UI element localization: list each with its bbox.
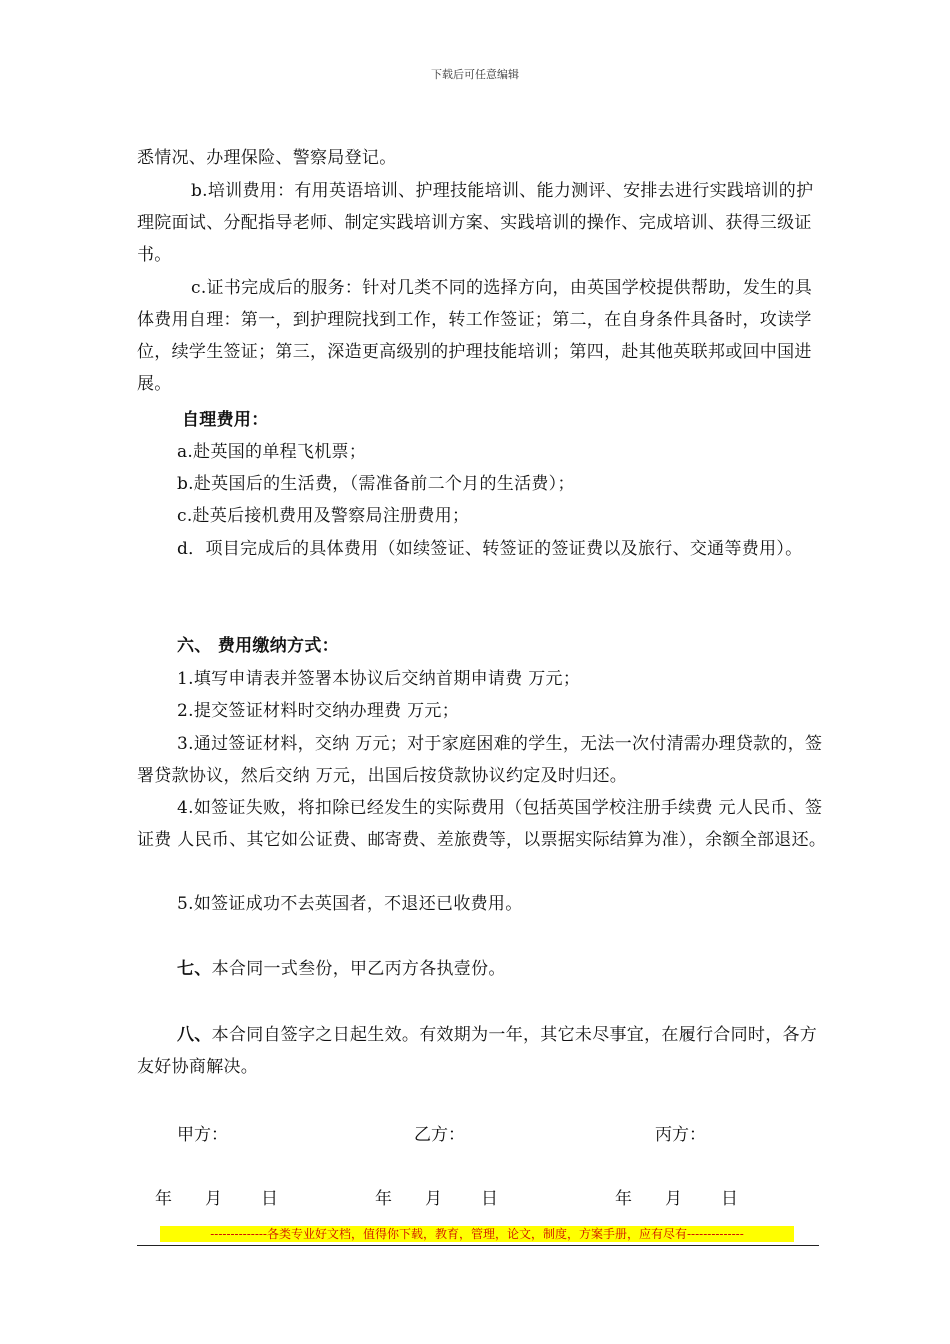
party-c-date-year: 年	[615, 1189, 632, 1209]
footer-banner: --------------各类专业好文档，值得你下载，教育，管理，论文，制度，方案手册，应有尽有--------------	[160, 1226, 794, 1242]
self-cost-c: c.赴英后接机费用及警察局注册费用；	[177, 506, 470, 526]
party-a-date-month: 月	[205, 1189, 222, 1209]
footer-divider	[137, 1245, 819, 1246]
self-cost-a: a.赴英国的单程飞机票；	[177, 442, 367, 462]
section-seven-number: 七、	[177, 959, 212, 979]
self-cost-title: 自理费用：	[182, 410, 269, 430]
party-c-label: 丙方：	[655, 1125, 706, 1145]
intro-tail: 悉情况、办理保险、警察局登记。	[137, 148, 397, 168]
party-b-date-day: 日	[481, 1189, 498, 1209]
self-cost-b: b.赴英国后的生活费，（需准备前二个月的生活费）；	[177, 474, 575, 494]
paragraph-b-training: b.培训费用：有用英语培训、护理技能培训、能力测评、安排去进行实践培训的护理院面试、分配指导老师、制定实践培训方案、实践培训的操作、完成培训、获得三级证书。	[137, 181, 814, 265]
party-a-date-year: 年	[155, 1189, 172, 1209]
section-eight-number: 八、	[177, 1025, 212, 1045]
section-seven-text: 本合同一式叁份，甲乙丙方各执壹份。	[211, 959, 506, 979]
party-c-date-month: 月	[665, 1189, 682, 1209]
section-eight-text: 本合同自签字之日起生效。有效期为一年，其它未尽事宜，在履行合同时，各方友好协商解决。	[137, 1025, 818, 1077]
section-six-item-1: 1.填写申请表并签署本协议后交纳首期申请费 万元；	[177, 669, 581, 689]
section-six-item-4: 4.如签证失败，将扣除已经发生的实际费用（包括英国学校注册手续费 元人民币、签证费 人民币、其它如公证费、邮寄费、差旅费等，以票据实际结算为准），余额全部退还。	[137, 798, 827, 850]
party-b-date-month: 月	[425, 1189, 442, 1209]
section-six-item-2: 2.提交签证材料时交纳办理费 万元；	[177, 701, 460, 721]
party-b-date-year: 年	[375, 1189, 392, 1209]
party-b-label: 乙方：	[414, 1125, 465, 1145]
party-a-label: 甲方：	[177, 1125, 228, 1145]
section-six-item-5: 5.如签证成功不去英国者，不退还已收费用。	[177, 894, 523, 914]
section-six-item-3: 3.通过签证材料，交纳 万元；对于家庭困难的学生，无法一次付清需办理贷款的，签署贷款协议，然后交纳 万元，出国后按贷款协议约定及时归还。	[137, 734, 823, 786]
paragraph-c-service: c.证书完成后的服务：针对几类不同的选择方向，由英国学校提供帮助，发生的具体费用自理：第一，到护理院找到工作，转工作签证；第二，在自身条件具备时，攻读学位，续学生签证；第三，深造更高级别的护理技能培训；第四，赴其他英联邦或回中国进展。	[137, 278, 813, 394]
party-a-date-day: 日	[261, 1189, 278, 1209]
page-header-note: 下载后可任意编辑	[431, 68, 519, 81]
section-six-title: 六、 费用缴纳方式：	[177, 636, 339, 656]
self-cost-d: d．项目完成后的具体费用（如续签证、转签证的签证费以及旅行、交通等费用）。	[177, 539, 803, 559]
section-eight	[137, 1019, 827, 1083]
section-seven	[177, 954, 506, 979]
party-c-date-day: 日	[721, 1189, 738, 1209]
